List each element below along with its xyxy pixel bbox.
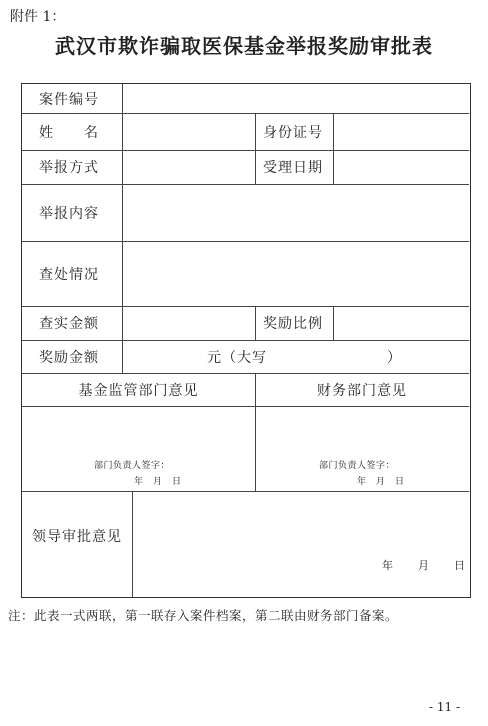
column-divider <box>132 491 133 597</box>
reward-ratio-label: 奖励比例 <box>263 316 323 332</box>
report-content-label: 举报内容 <box>39 205 99 222</box>
column-divider <box>255 113 256 184</box>
column-divider <box>255 306 256 340</box>
form-title: 武汉市欺诈骗取医保基金举报奖励审批表 <box>55 34 433 58</box>
finance-dept-opinion-label: 财务部门意见 <box>317 382 407 399</box>
leader-approval-label: 领导审批意见 <box>32 529 122 545</box>
reward-amount-label: 奖励金额 <box>39 349 99 366</box>
date-left: 年 月 日 <box>134 477 182 487</box>
accept-date-label: 受理日期 <box>263 160 323 176</box>
fund-supervision-opinion-label: 基金监管部门意见 <box>78 382 199 399</box>
column-divider <box>122 84 123 373</box>
dept-head-signature-right: 部门负责人签字： <box>319 461 396 471</box>
column-divider <box>333 306 334 340</box>
name-label: 姓 名 <box>39 124 99 141</box>
verified-amount-label: 查实金额 <box>39 316 99 332</box>
case-number-label: 案件编号 <box>39 91 99 108</box>
report-method-label: 举报方式 <box>39 160 99 176</box>
approval-form-table <box>21 83 471 598</box>
row-divider <box>22 406 469 407</box>
reward-amount-value: 元（大写 ） <box>207 349 402 366</box>
leader-approval-date: 年 月 日 <box>382 559 466 572</box>
date-right: 年 月 日 <box>357 477 405 487</box>
attachment-label: 附件 1： <box>10 9 66 25</box>
column-divider <box>333 113 334 184</box>
id-number-label: 身份证号 <box>263 124 323 141</box>
dept-head-signature-left: 部门负责人签字： <box>94 461 171 471</box>
footnote: 注：此表一式两联，第一联存入案件档案，第二联由财务部门备案。 <box>8 608 399 623</box>
page-number: - 11 - <box>428 700 460 714</box>
handling-status-label: 查处情况 <box>39 266 99 283</box>
